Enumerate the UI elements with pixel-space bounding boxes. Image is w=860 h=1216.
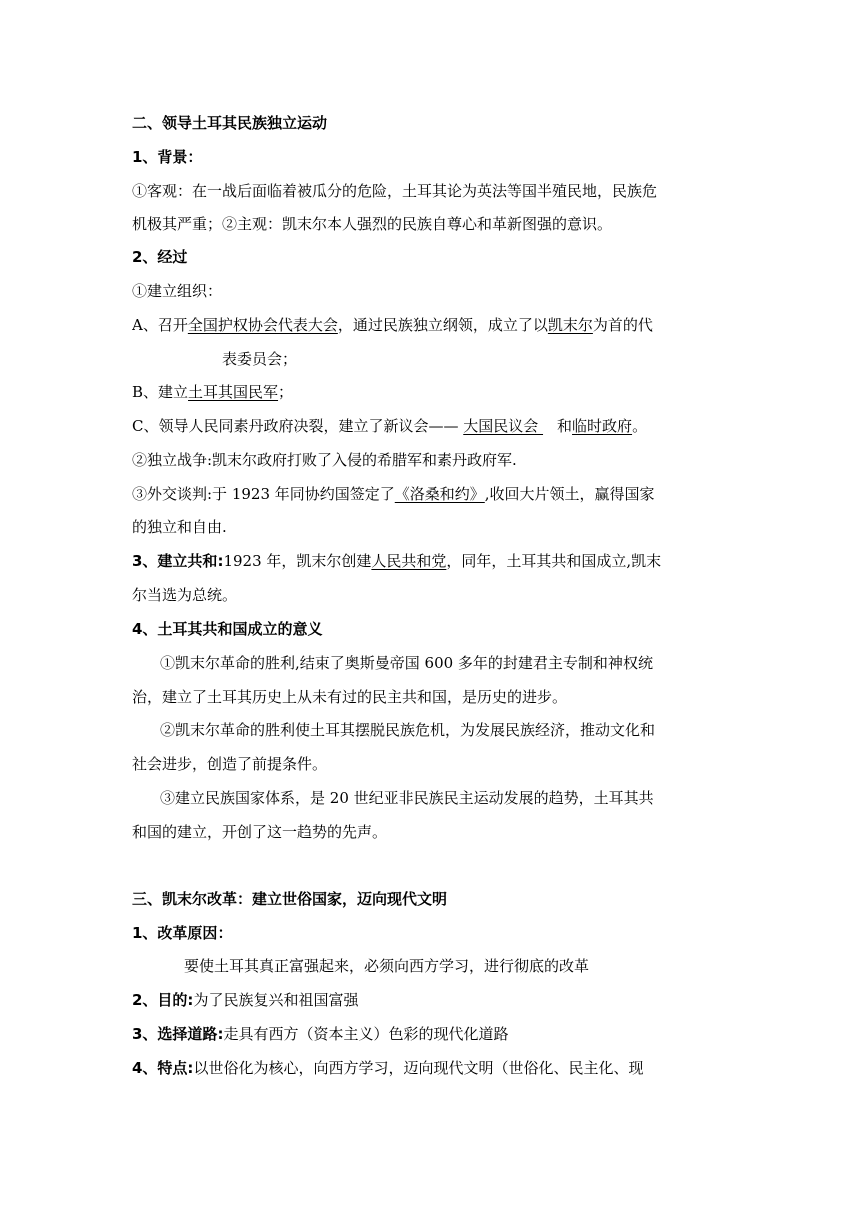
process-heading: 2、经过: [132, 248, 188, 266]
item-b-suffix: ；: [278, 383, 294, 401]
section3-title: 三、凯末尔改革：建立世俗国家，迈向现代文明: [132, 890, 448, 908]
item-a-line-1: [132, 314, 732, 336]
war-line: ②独立战争:凯末尔政府打败了入侵的希腊军和素丹政府军.: [132, 451, 517, 469]
feature-text: 以世俗化为核心，向西方学习，迈向现代文明（世俗化、民主化、现: [193, 1059, 644, 1077]
background-line-1: ①客观：在一战后面临着被瓜分的危险，土耳其论为英法等国半殖民地，民族危: [132, 182, 658, 200]
item-a-middle: ，通过民族独立纲领，成立了以: [337, 316, 548, 334]
item-c-line: [132, 415, 732, 437]
road-line: [132, 1023, 732, 1045]
goal-text: 为了民族复兴和祖国富强: [193, 991, 359, 1009]
diplomacy-prefix: ③外交谈判:于 1923 年同协约国签定了: [132, 485, 395, 503]
significance-3-line-2: 和国的建立，开创了这一趋势的先声。: [132, 823, 388, 841]
item-c-suffix: 。: [632, 417, 648, 435]
organization-heading: ①建立组织：: [132, 282, 223, 300]
goal-line: [132, 989, 732, 1011]
feature-heading: 4、特点:: [132, 1059, 194, 1077]
goal-heading: 2、目的:: [132, 991, 194, 1009]
peoples-party-term: 人民共和党: [371, 552, 447, 570]
item-a-line-2: 表委员会；: [222, 350, 298, 368]
significance-1-line-1: ①凯末尔革命的胜利,结束了奥斯曼帝国 600 多年的封建君主专制和神权统: [160, 654, 653, 672]
road-text: 走具有西方（资本主义）色彩的现代化道路: [223, 1025, 509, 1043]
item-b-line: [132, 381, 732, 403]
significance-2-line-1: ②凯末尔革命的胜利使土耳其摆脱民族危机，为发展民族经济，推动文化和: [160, 721, 656, 739]
diplomacy-line-1: [132, 483, 732, 505]
provisional-government-term: 临时政府: [572, 417, 633, 435]
republic-line-2: 尔当选为总统。: [132, 586, 238, 604]
reason-text: 要使土耳其真正富强起来，必须向西方学习，进行彻底的改革: [184, 957, 590, 975]
item-b-prefix: B、建立: [132, 383, 189, 401]
item-a-prefix: A、召开: [132, 316, 188, 334]
significance-1-line-2: 治，建立了土耳其历史上从未有过的民主共和国，是历史的进步。: [132, 688, 568, 706]
item-c-middle: 和: [557, 417, 573, 435]
section2-title: 二、领导土耳其民族独立运动: [132, 114, 328, 132]
road-heading: 3、选择道路:: [132, 1025, 224, 1043]
significance-heading: 4、土耳其共和国成立的意义: [132, 620, 323, 638]
kemal-term: 凯末尔: [547, 316, 593, 334]
republic-suffix: ，同年，土耳其共和国成立,凯末: [446, 552, 662, 570]
feature-line: [132, 1057, 732, 1079]
significance-3-line-1: ③建立民族国家体系，是 20 世纪亚非民族民主运动发展的趋势，土耳其共: [160, 789, 654, 807]
diplomacy-line-2: 的独立和自由.: [132, 518, 227, 536]
item-a-suffix: 为首的代: [592, 316, 653, 334]
background-heading: 1、背景：: [132, 148, 203, 166]
republic-line-1: [132, 550, 732, 572]
republic-heading: 3、建立共和:: [132, 552, 224, 570]
national-army-term: 土耳其国民军: [188, 383, 279, 401]
reason-heading: 1、改革原因：: [132, 924, 233, 942]
congress-term: 全国护权协会代表大会: [187, 316, 338, 334]
significance-2-line-2: 社会进步，创造了前提条件。: [132, 755, 328, 773]
lausanne-treaty-term: 《洛桑和约》: [394, 485, 485, 503]
background-line-2: 机极其严重；②主观：凯末尔本人强烈的民族自尊心和革新图强的意识。: [132, 215, 613, 233]
item-c-prefix: C、领导人民同素丹政府决裂，建立了新议会——: [132, 417, 464, 435]
diplomacy-suffix: ,收回大片领土，赢得国家: [484, 485, 655, 503]
republic-prefix: 1923 年，凯末尔创建: [223, 552, 372, 570]
grand-assembly-term: 大国民议会: [463, 417, 544, 435]
